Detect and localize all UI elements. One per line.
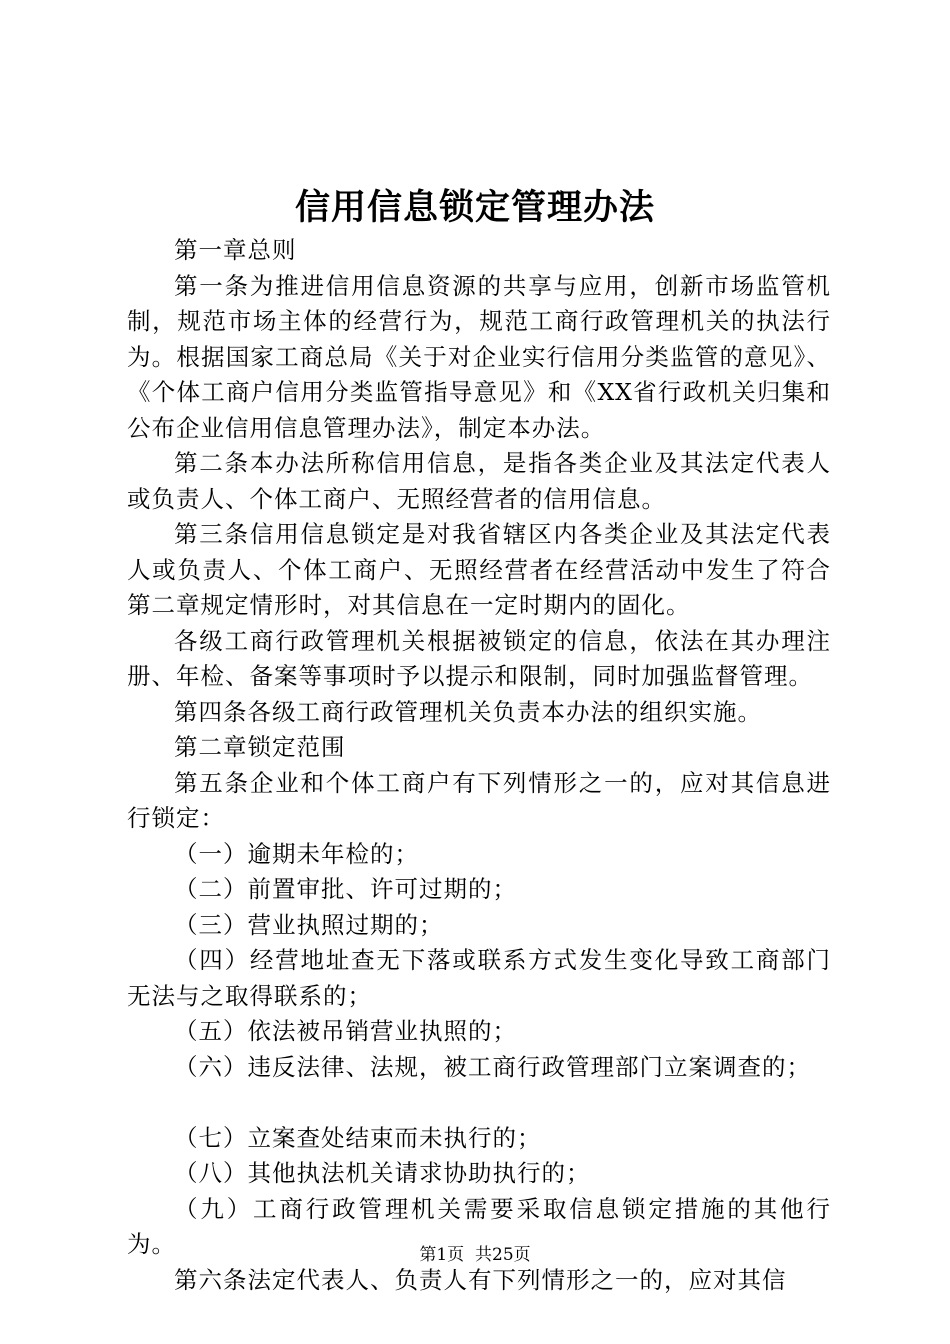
list-item: （五）依法被吊销营业执照的； (174, 1017, 517, 1045)
list-item: （三）营业执照过期的； (174, 910, 444, 939)
page-number: 第1页 (419, 1245, 465, 1265)
list-item: （六）违反法律、法规，被工商行政管理部门立案调查的； (174, 1052, 811, 1081)
list-item: （四）经营地址查无下落或联系方式发生变化导致工商部门无法与之取得联系的； (127, 946, 831, 1010)
list-item: （八）其他执法机关请求协助执行的； (174, 1159, 591, 1187)
list-item: （九）工商行政管理机关需要采取信息锁定措施的其他行为。 (127, 1194, 831, 1258)
document-body (127, 233, 831, 1298)
chapter-heading: 第一章总则 (174, 236, 297, 264)
body-paragraph: 各级工商行政管理机关根据被锁定的信息，依法在其办理注册、年检、备案等事项时予以提示和限制，同时加强监督管理。 (127, 626, 831, 690)
body-paragraph: 第四条各级工商行政管理机关负责本办法的组织实施。 (174, 697, 762, 726)
list-item: （二）前置审批、许可过期的； (174, 875, 517, 903)
list-item: （七）立案查处结束而未执行的； (174, 1123, 542, 1152)
chapter-heading: 第二章锁定范围 (174, 733, 346, 761)
body-paragraph: 第三条信用信息锁定是对我省辖区内各类企业及其法定代表人或负责人、个体工商户、无照经营者在经营活动中发生了符合第二章规定情形时，对其信息在一定时期内的固化。 (127, 520, 831, 619)
document-title: 信用信息锁定管理办法 (294, 188, 655, 228)
body-paragraph: 第二条本办法所称信用信息，是指各类企业及其法定代表人或负责人、个体工商户、无照经营者的信用信息。 (127, 449, 831, 513)
page-total: 共25页 (475, 1245, 531, 1265)
list-item: （一）逾期未年检的； (174, 839, 419, 868)
body-paragraph: 第一条为推进信用信息资源的共享与应用，创新市场监管机制，规范市场主体的经营行为，规范工商行政管理机关的执法行为。根据国家工商总局《关于对企业实行信用分类监管的意见》、《个体工商户信用分类监管指导意见》和《XX省行政机关归集和公布企业信用信息管理办法》，制定本办法。 (127, 271, 831, 442)
body-paragraph: 第五条企业和个体工商户有下列情形之一的，应对其信息进行锁定： (127, 768, 831, 832)
body-paragraph: 第六条法定代表人、负责人有下列情形之一的，应对其信 (174, 1265, 787, 1294)
page-footer (0, 1243, 950, 1267)
